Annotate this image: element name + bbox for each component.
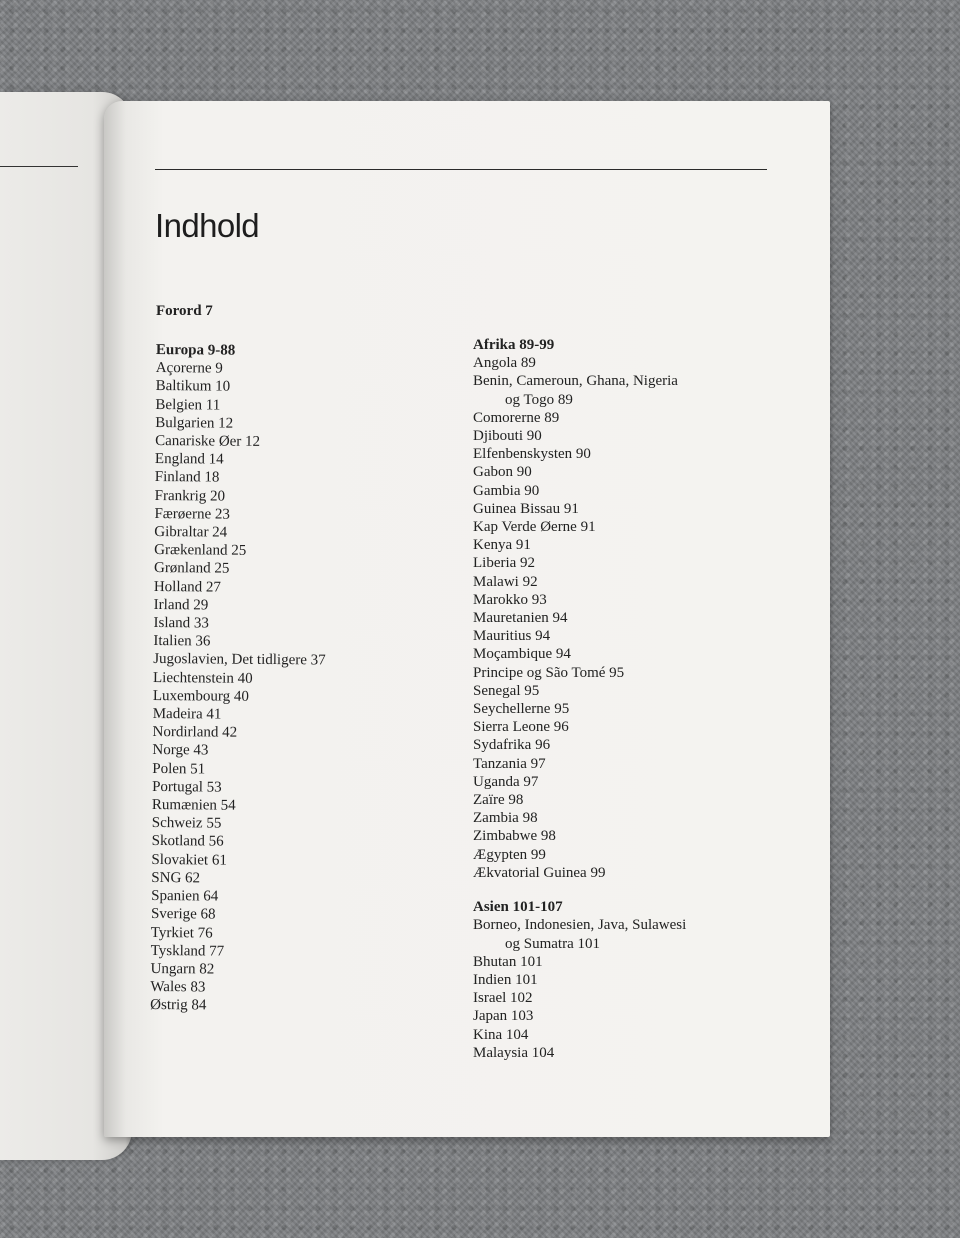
- toc-entry: Açorerne 9: [155, 360, 223, 377]
- toc-entry: Wales 83: [150, 979, 206, 996]
- toc-entry: Sverige 68: [150, 906, 216, 923]
- toc-entry: Gabon 90: [473, 464, 532, 481]
- toc-entry: Zimbabwe 98: [473, 828, 556, 845]
- toc-entry: Kap Verde Øerne 91: [473, 519, 596, 536]
- asien-section: [473, 898, 686, 1062]
- toc-entry: Bhutan 101: [473, 953, 543, 970]
- toc-entry-continuation: og Togo 89: [505, 391, 573, 408]
- afrika-heading: Afrika 89-99: [473, 337, 555, 353]
- toc-entry: Irland 29: [153, 596, 209, 614]
- toc-entry: Guinea Bissau 91: [473, 500, 579, 517]
- asien-list: [473, 953, 686, 1062]
- toc-entry: Malawi 92: [473, 573, 538, 590]
- toc-entry: Holland 27: [153, 578, 222, 596]
- toc-entry: Benin, Cameroun, Ghana, Nigeria: [473, 373, 678, 390]
- toc-entry: Østrig 84: [150, 997, 207, 1014]
- toc-entry-continuation: og Sumatra 101: [505, 935, 600, 952]
- toc-entry: Ungarn 82: [150, 960, 215, 978]
- top-rule: [155, 169, 767, 170]
- page-title: Indhold: [155, 207, 260, 244]
- toc-entry: Island 33: [153, 615, 210, 632]
- toc-entry: Canariske Øer 12: [155, 433, 261, 450]
- afrika-section: [473, 336, 686, 882]
- toc-entry: SNG 62: [151, 869, 201, 887]
- toc-entry: Zaïre 98: [473, 792, 524, 809]
- toc-entry: Baltikum 10: [155, 378, 231, 396]
- asien-heading: Asien 101-107: [473, 899, 563, 916]
- toc-entry: Comorerne 89: [473, 409, 560, 426]
- toc-entry: Tanzania 97: [473, 755, 546, 772]
- toc-entry: Mauretanien 94: [473, 610, 568, 627]
- toc-entry: Borneo, Indonesien, Java, Sulawesi: [473, 917, 687, 934]
- toc-entry: Slovakiet 61: [151, 851, 227, 869]
- toc-entry: Israel 102: [473, 990, 533, 1007]
- europa-list: [150, 359, 328, 1016]
- toc-entry: Jugoslavien, Det tidligere 37: [153, 651, 326, 669]
- toc-entry: Finland 18: [154, 469, 220, 486]
- europa-section: [150, 341, 328, 1016]
- afrika-list: [473, 409, 686, 882]
- toc-entry: England 14: [154, 451, 224, 468]
- toc-entry: Bulgarien 12: [155, 414, 234, 432]
- toc-entry: Gibraltar 24: [154, 524, 228, 541]
- europa-heading: Europa 9-88: [155, 341, 236, 359]
- toc-entry: Polen 51: [152, 760, 206, 778]
- toc-entry: Kina 104: [473, 1026, 529, 1043]
- toc-entry: Senegal 95: [473, 682, 540, 699]
- toc-entry: Spanien 64: [151, 888, 219, 905]
- toc-entry: Principe og São Tomé 95: [473, 664, 625, 681]
- toc-entry: Frankrig 20: [154, 487, 226, 505]
- toc-entry: Gambia 90: [473, 482, 540, 499]
- left-page-rule: [0, 166, 78, 167]
- toc-entry: Japan 103: [473, 1008, 534, 1025]
- toc-entry: Ægypten 99: [473, 846, 546, 863]
- toc-entry: Elfenbenskysten 90: [473, 446, 591, 463]
- toc-entry: Grækenland 25: [154, 542, 247, 560]
- toc-entry: Tyrkiet 76: [150, 924, 213, 942]
- toc-entry: Liechtenstein 40: [152, 669, 253, 687]
- toc-entry: Indien 101: [473, 971, 538, 988]
- toc-entry: Belgien 11: [155, 396, 221, 414]
- toc-entry: Ækvatorial Guinea 99: [473, 864, 606, 881]
- toc-entry: Mauritius 94: [473, 628, 551, 645]
- toc-entry: Tyskland 77: [150, 942, 225, 960]
- toc-entry: Færøerne 23: [154, 505, 230, 523]
- toc-entry: Portugal 53: [152, 778, 222, 796]
- toc-entry: Kenya 91: [473, 537, 531, 554]
- toc-entry: Italien 36: [153, 633, 211, 650]
- toc-entry: Zambia 98: [473, 810, 538, 827]
- toc-entry: Moçambique 94: [473, 646, 571, 663]
- forord-entry: Forord 7: [156, 303, 213, 319]
- toc-entry: Sierra Leone 96: [473, 719, 569, 736]
- toc-entry: Seychellerne 95: [473, 701, 570, 718]
- toc-entry: Grønland 25: [153, 560, 230, 578]
- toc-entry: Marokko 93: [473, 591, 547, 608]
- toc-entry: Luxembourg 40: [152, 687, 249, 705]
- toc-entry: Schweiz 55: [151, 815, 222, 832]
- toc-entry: Malaysia 104: [473, 1044, 555, 1061]
- toc-entry: Sydafrika 96: [473, 737, 551, 754]
- toc-entry: Liberia 92: [473, 555, 536, 572]
- toc-entry: Rumænien 54: [151, 797, 236, 814]
- toc-entry: Uganda 97: [473, 773, 539, 790]
- toc-entry: Skotland 56: [151, 833, 224, 851]
- toc-entry: Madeira 41: [152, 706, 222, 723]
- right-column: [473, 336, 686, 1062]
- toc-entry: Nordirland 42: [152, 724, 238, 741]
- toc-entry: Norge 43: [152, 742, 209, 759]
- toc-entry: Djibouti 90: [473, 428, 542, 445]
- toc-entry: Angola 89: [473, 355, 536, 372]
